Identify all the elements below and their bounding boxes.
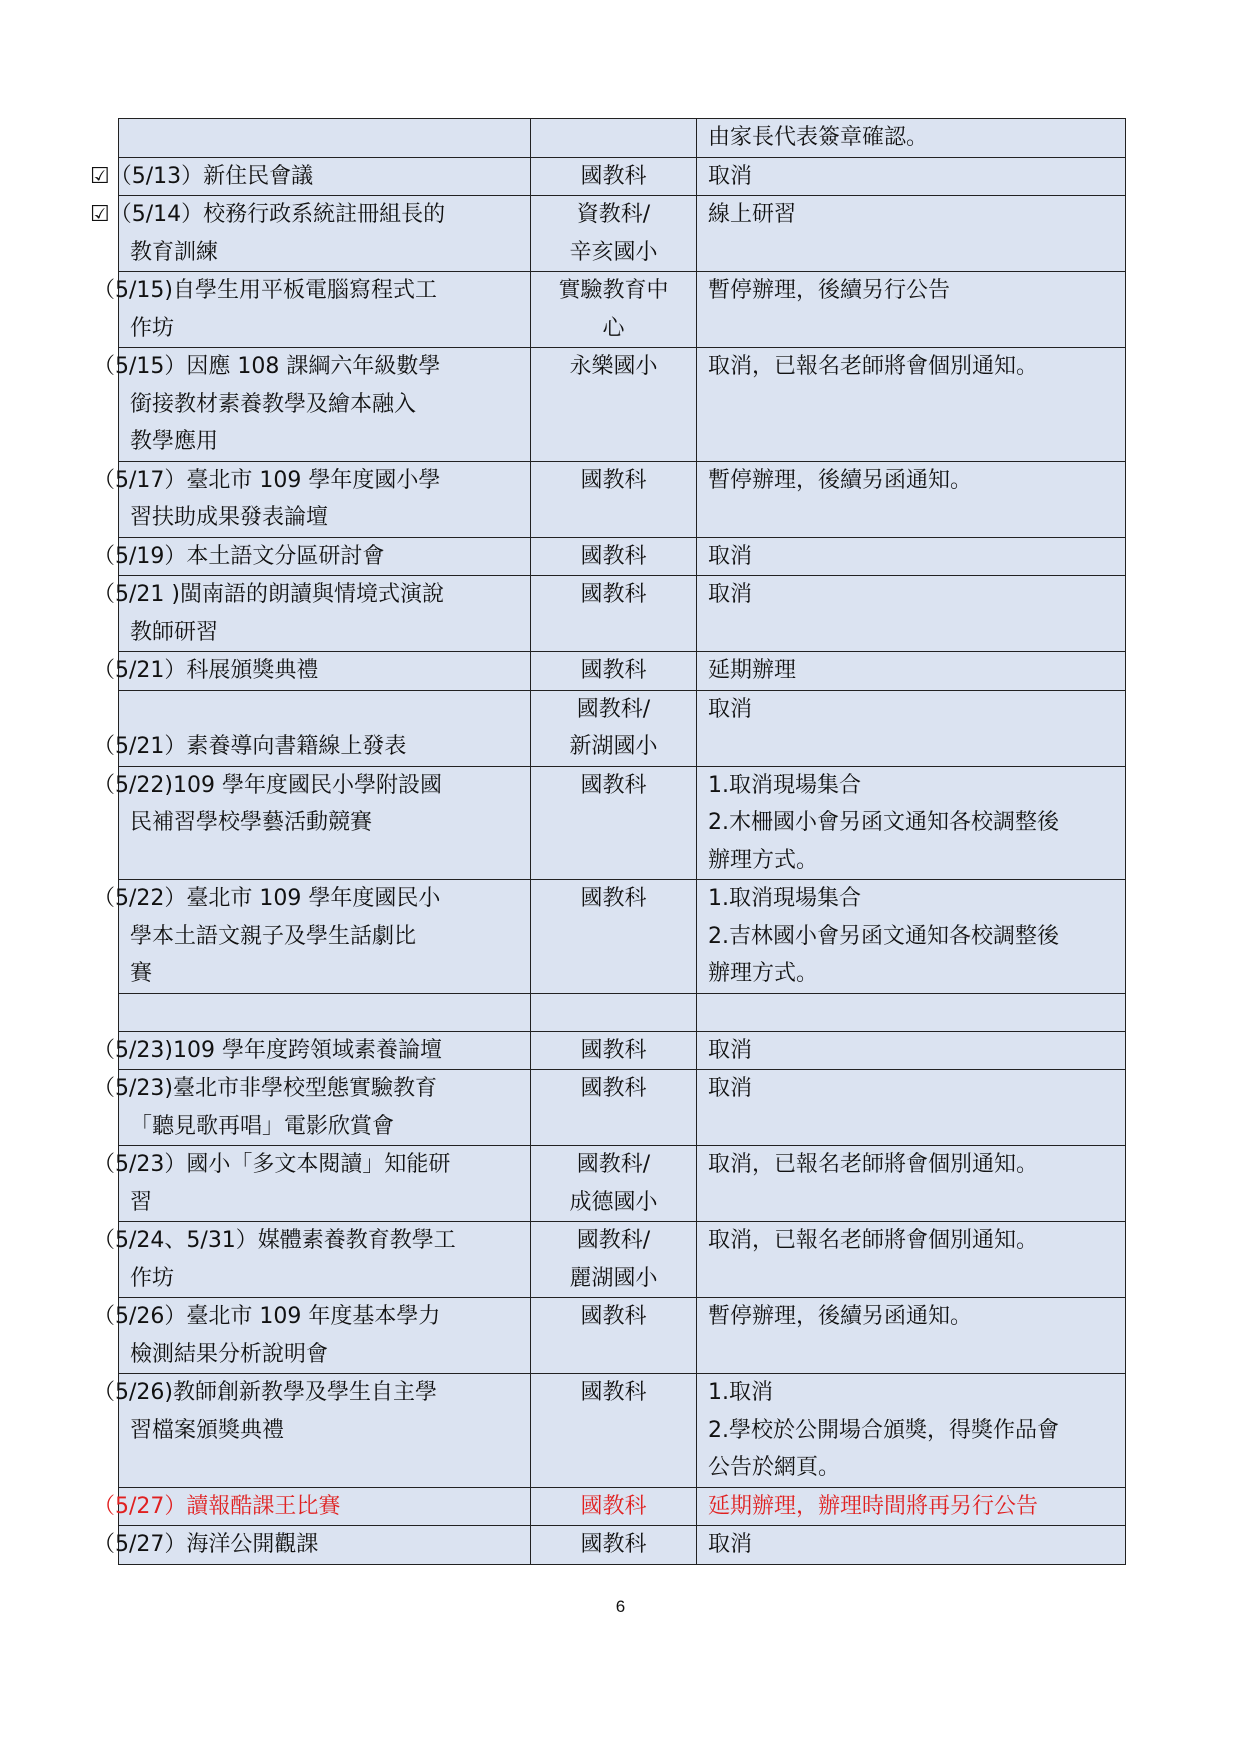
table-row bbox=[119, 652, 1126, 691]
status-cell: 取消 bbox=[697, 576, 1126, 652]
table-row bbox=[119, 348, 1126, 462]
table-row bbox=[119, 1526, 1126, 1565]
department-cell: 國教科/ 麗湖國小 bbox=[531, 1222, 697, 1298]
department-cell: 國教科 bbox=[531, 1374, 697, 1488]
table-row bbox=[119, 196, 1126, 272]
event-cell: （5/23）國小「多文本閱讀」知能研 習 bbox=[119, 1146, 531, 1222]
event-cell: （5/24、5/31）媒體素養教育教學工 作坊 bbox=[119, 1222, 531, 1298]
table-body bbox=[90, 119, 1126, 1565]
table-row bbox=[119, 537, 1126, 576]
status-cell: 暫停辦理，後續另函通知。 bbox=[697, 1298, 1126, 1374]
event-cell: ☑（5/14）校務行政系統註冊組長的 教育訓練 bbox=[119, 196, 531, 272]
status-cell: 暫停辦理，後續另函通知。 bbox=[697, 461, 1126, 537]
status-cell: 1.取消 2.學校於公開場合頒獎，得獎作品會 公告於網頁。 bbox=[697, 1374, 1126, 1488]
event-cell: （5/26）臺北市 109 年度基本學力 檢測結果分析說明會 bbox=[119, 1298, 531, 1374]
department-cell: 國教科 bbox=[531, 576, 697, 652]
table-row bbox=[119, 993, 1126, 1031]
table-row bbox=[119, 880, 1126, 994]
table-row bbox=[119, 157, 1126, 196]
department-cell: 國教科 bbox=[531, 1031, 697, 1070]
status-cell: 取消，已報名老師將會個別通知。 bbox=[697, 1222, 1126, 1298]
status-cell: 延期辦理，辦理時間將再另行公告 bbox=[697, 1487, 1126, 1526]
department-cell: 國教科 bbox=[531, 1070, 697, 1146]
schedule-table bbox=[90, 118, 1126, 1565]
event-cell: （5/17）臺北市 109 學年度國小學 習扶助成果發表論壇 bbox=[119, 461, 531, 537]
table-row bbox=[119, 1070, 1126, 1146]
table-row bbox=[119, 1031, 1126, 1070]
event-cell bbox=[119, 119, 531, 158]
table-row bbox=[119, 1298, 1126, 1374]
department-cell: 國教科 bbox=[531, 537, 697, 576]
table-row bbox=[119, 1374, 1126, 1488]
table-row bbox=[119, 1222, 1126, 1298]
department-cell: 國教科 bbox=[531, 880, 697, 994]
event-cell: （5/15）因應 108 課綱六年級數學 銜接教材素養教學及繪本融入 教學應用 bbox=[119, 348, 531, 462]
table-row bbox=[119, 690, 1126, 766]
status-cell: 取消 bbox=[697, 1526, 1126, 1565]
event-cell: （5/21）素養導向書籍線上發表 bbox=[119, 690, 531, 766]
event-cell: （5/21 )閩南語的朗讀與情境式演說 教師研習 bbox=[119, 576, 531, 652]
status-cell: 取消 bbox=[697, 157, 1126, 196]
event-cell: （5/27）海洋公開觀課 bbox=[119, 1526, 531, 1565]
department-cell: 永樂國小 bbox=[531, 348, 697, 462]
event-cell: （5/23)109 學年度跨領域素養論壇 bbox=[119, 1031, 531, 1070]
status-cell: 1.取消現場集合 2.吉林國小會另函文通知各校調整後 辦理方式。 bbox=[697, 880, 1126, 994]
status-cell: 取消 bbox=[697, 1031, 1126, 1070]
department-cell: 國教科/ 成德國小 bbox=[531, 1146, 697, 1222]
status-cell: 線上研習 bbox=[697, 196, 1126, 272]
department-cell: 國教科 bbox=[531, 157, 697, 196]
status-cell bbox=[697, 993, 1126, 1031]
event-cell: （5/26)教師創新教學及學生自主學 習檔案頒獎典禮 bbox=[119, 1374, 531, 1488]
table-row bbox=[119, 272, 1126, 348]
page-number: 6 bbox=[615, 1597, 626, 1616]
status-cell: 取消，已報名老師將會個別通知。 bbox=[697, 348, 1126, 462]
table-row bbox=[119, 576, 1126, 652]
department-cell: 國教科/ 新湖國小 bbox=[531, 690, 697, 766]
event-cell: （5/15)自學生用平板電腦寫程式工 作坊 bbox=[119, 272, 531, 348]
department-cell: 國教科 bbox=[531, 652, 697, 691]
event-cell: （5/21）科展頒獎典禮 bbox=[119, 652, 531, 691]
status-cell: 暫停辦理，後續另行公告 bbox=[697, 272, 1126, 348]
event-cell: （5/22)109 學年度國民小學附設國 民補習學校學藝活動競賽 bbox=[119, 766, 531, 880]
status-cell: 取消，已報名老師將會個別通知。 bbox=[697, 1146, 1126, 1222]
department-cell bbox=[531, 993, 697, 1031]
status-cell: 延期辦理 bbox=[697, 652, 1126, 691]
department-cell: 國教科 bbox=[531, 1298, 697, 1374]
status-cell: 取消 bbox=[697, 690, 1126, 766]
department-cell: 國教科 bbox=[531, 766, 697, 880]
status-cell: 取消 bbox=[697, 537, 1126, 576]
department-cell bbox=[531, 119, 697, 158]
event-cell: （5/23)臺北市非學校型態實驗教育 「聽見歌再唱」電影欣賞會 bbox=[119, 1070, 531, 1146]
department-cell: 國教科 bbox=[531, 461, 697, 537]
event-cell bbox=[119, 993, 531, 1031]
table-row bbox=[119, 766, 1126, 880]
department-cell: 國教科 bbox=[531, 1526, 697, 1565]
table-row bbox=[119, 461, 1126, 537]
status-cell: 取消 bbox=[697, 1070, 1126, 1146]
department-cell: 資教科/ 辛亥國小 bbox=[531, 196, 697, 272]
status-cell: 1.取消現場集合 2.木柵國小會另函文通知各校調整後 辦理方式。 bbox=[697, 766, 1126, 880]
event-cell: （5/19）本土語文分區研討會 bbox=[119, 537, 531, 576]
table-row bbox=[119, 1487, 1126, 1526]
event-cell: （5/27）讀報酷課王比賽 bbox=[119, 1487, 531, 1526]
department-cell: 國教科 bbox=[531, 1487, 697, 1526]
table-row bbox=[119, 119, 1126, 158]
department-cell: 實驗教育中 心 bbox=[531, 272, 697, 348]
table-row bbox=[119, 1146, 1126, 1222]
status-cell: 由家長代表簽章確認。 bbox=[697, 119, 1126, 158]
event-cell: ☑（5/13）新住民會議 bbox=[119, 157, 531, 196]
event-cell: （5/22）臺北市 109 學年度國民小 學本土語文親子及學生話劇比 賽 bbox=[119, 880, 531, 994]
